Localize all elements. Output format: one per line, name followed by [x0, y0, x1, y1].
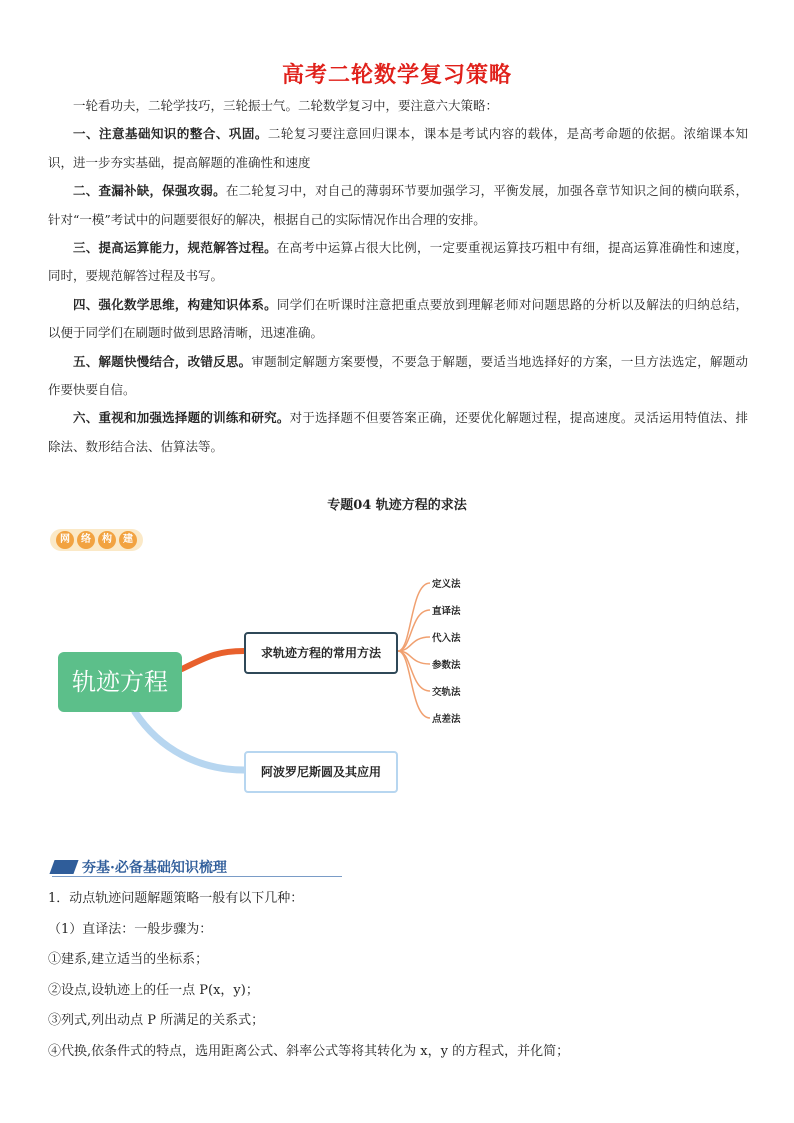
- basic-knowledge-heading: [52, 857, 342, 877]
- leaf-parameter-method: 参数法: [432, 660, 461, 671]
- intro-lead: 一轮看功夫，二轮学技巧，三轮振士气。二轮数学复习中，要注意六大策略：: [73, 98, 499, 113]
- body-content: [48, 884, 748, 1067]
- strategy-text: 对于选择题不但要答案正确，还要优化解题过程，提高速度。灵活运用特值法、排除法、数形结合法、估算法等。: [48, 410, 748, 454]
- strategy-item: [48, 234, 748, 291]
- strategy-text: 审题制定解题方案要慢，不要急于解题，要适当地选择好的方案，一旦方法选定，解题动作要快要自信。: [48, 353, 748, 398]
- root-to-branch1-link: [182, 651, 244, 669]
- strategy-heading: 四、强化数学思维，构建知识体系。: [73, 296, 277, 312]
- badge-char: 构: [98, 531, 116, 549]
- root-to-branch2-link: [135, 712, 244, 770]
- badge-char: 络: [77, 531, 95, 549]
- body-line: ①建系,建立适当的坐标系；: [48, 952, 209, 967]
- strategy-item: [48, 177, 748, 234]
- basic-knowledge-title: 夯基·必备基础知识梳理: [82, 860, 227, 876]
- leaf-definition-method: 定义法: [432, 579, 461, 590]
- strategy-heading: 一、注意基础知识的整合、巩固。: [73, 126, 268, 142]
- leaf-links: [398, 583, 430, 718]
- strategy-item: [48, 291, 748, 348]
- mind-map: [40, 565, 500, 805]
- strategy-text: 在二轮复习中，对自己的薄弱环节要加强学习，平衡发展，加强各章节知识之间的横向联系，针对“一模”考试中的问题要很好的解决，根据自己的实际情况作出合理的安排。: [48, 183, 748, 227]
- leaf-direct-translation-method: 直译法: [432, 606, 461, 617]
- body-line: 1．动点轨迹问题解题策略一般有以下几种：: [48, 891, 304, 906]
- leaf-point-difference-method: 点差法: [432, 714, 461, 725]
- intro-block: [48, 92, 748, 461]
- leaf-link: [398, 651, 430, 691]
- body-line: ③列式,列出动点 P 所满足的关系式；: [48, 1013, 265, 1028]
- body-line: ②设点,设轨迹上的任一点 P(x，y)；: [48, 982, 259, 998]
- main-title: 高考二轮数学复习策略: [281, 63, 512, 88]
- section-title: 专题04 轨迹方程的求法: [327, 498, 467, 513]
- mind-map-root: 轨迹方程: [58, 652, 182, 712]
- leaf-link: [398, 610, 430, 651]
- badge-char: 网: [56, 531, 74, 549]
- leaf-link: [398, 583, 430, 651]
- heading-underline: [52, 876, 342, 877]
- leaf-link: [398, 651, 430, 718]
- strategy-heading: 二、查漏补缺，保强攻弱。: [73, 183, 226, 199]
- strategy-text: 在高考中运算占很大比例，一定要重视运算技巧粗中有细，提高运算准确性和速度，同时，要规范解答过程及书写。: [48, 240, 748, 284]
- strategy-heading: 三、提高运算能力，规范解答过程。: [73, 240, 277, 256]
- branch-common-methods: 求轨迹方程的常用方法: [244, 632, 398, 674]
- body-line: （1）直译法：一般步骤为：: [48, 921, 213, 937]
- heading-bar: [49, 860, 78, 874]
- strategy-item: [48, 348, 748, 405]
- badge-char: 建: [119, 531, 137, 549]
- branch-apollonius-circle: 阿波罗尼斯圆及其应用: [244, 751, 398, 793]
- strategy-heading: 五、解题快慢结合，改错反思。: [73, 353, 252, 369]
- network-build-badge: [50, 529, 143, 551]
- strategy-text: 同学们在听课时注意把重点要放到理解老师对问题思路的分析以及解法的归纳总结，以便于同学们在刷题时做到思路清晰，迅速准确。: [48, 296, 748, 341]
- leaf-substitution-method: 代入法: [432, 633, 461, 644]
- strategy-text: 二轮复习要注意回归课本，课本是考试内容的载体，是高考命题的依据。浓缩课本知识，进一步夯实基础，提高解题的准确性和速度: [48, 126, 748, 170]
- strategy-item: [48, 404, 748, 461]
- leaf-intersection-method: 交轨法: [432, 687, 461, 698]
- strategy-heading: 六、重视和加强选择题的训练和研究。: [73, 410, 290, 426]
- strategy-item: [48, 120, 748, 177]
- body-line: ④代换,依条件式的特点，选用距离公式、斜率公式等将其转化为 x，y 的方程式，并化简；: [48, 1043, 570, 1059]
